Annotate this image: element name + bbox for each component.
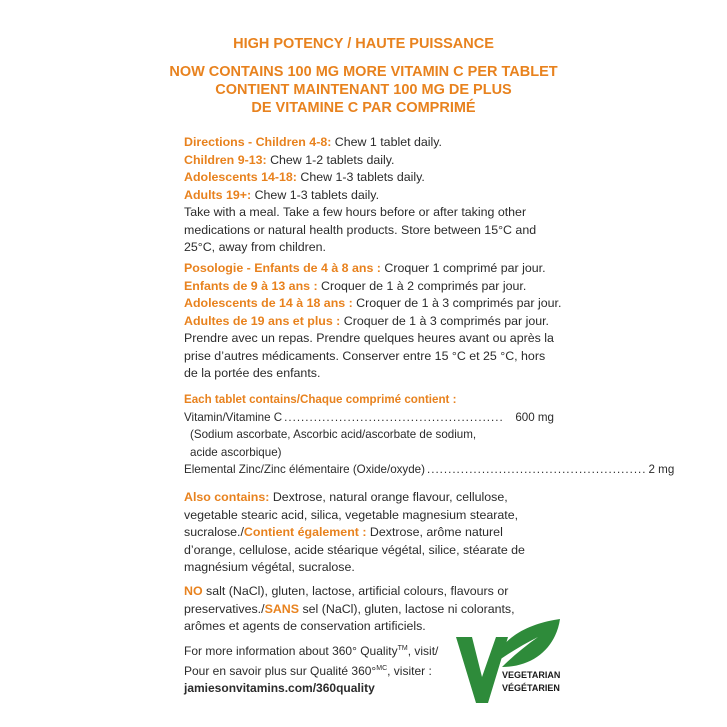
posologie-note: Prendre avec un repas. Prendre quelques heures avant ou après la prise d’autres médicaments. Conserver entre 15 °C et 25 °C, hors de la portée des enfants.	[184, 331, 554, 380]
vegetarian-en: VEGETARIAN	[502, 670, 561, 680]
directions-children-4-8-text: Chew 1 tablet daily.	[331, 135, 442, 149]
vegetarian-badge	[502, 669, 560, 695]
more-info-line1: For more information about 360° Quality	[184, 644, 398, 658]
vitamin-c-increase-fr-1: CONTIENT MAINTENANT 100 MG DE PLUS	[215, 82, 512, 98]
more-info-line1-end: , visit/	[407, 644, 439, 658]
posologie-adultes-label: Adultes de 19 ans et plus :	[184, 313, 341, 328]
also-contains-label-en: Also contains:	[184, 490, 270, 504]
zinc-row	[184, 461, 675, 479]
no-label-fr: SANS	[264, 601, 300, 616]
posologie-adultes-text: Croquer de 1 à 3 comprimés par jour.	[340, 313, 549, 328]
directions-adolescents-text: Chew 1-3 tablets daily.	[296, 170, 425, 184]
vitamin-c-increase-en: NOW CONTAINS 100 MG MORE VITAMIN C PER TABLET	[169, 64, 558, 80]
more-info-line2: Pour en savoir plus sur Qualité 360°	[184, 664, 377, 678]
also-contains-text-en: Dextrose, natural orange flavour, cellulose, vegetable stearic acid, silica, vegetable magnesium stearate, sucralose./	[184, 490, 519, 539]
each-tablet-heading: Each tablet contains/Chaque comprimé contient :	[184, 393, 457, 406]
trademark-sup: TM	[397, 645, 408, 652]
vitamin-c-leader-dots: ....................................................	[284, 410, 504, 424]
vitamin-c-row	[184, 409, 554, 427]
no-text-en: salt (NaCl), gluten, lactose, artificial colours, flavours or preservatives./	[184, 584, 509, 616]
vitamin-c-amount: 600 mg	[515, 410, 554, 424]
vegetarian-fr: VÉGÉTARIEN	[502, 683, 560, 693]
also-contains-section	[184, 489, 554, 577]
zinc-name: Elemental Zinc/Zinc élémentaire (Oxide/oxyde)	[184, 463, 425, 476]
posologie-adolescents-label: Adolescents de 14 à 18 ans :	[184, 296, 353, 310]
zinc-leader-dots: ....................................................	[427, 463, 647, 476]
vitamin-c-source-1: (Sodium ascorbate, Ascorbic acid/ascorbate de sodium,	[190, 428, 477, 441]
posologie-section	[184, 260, 562, 383]
mc-sup: MC	[376, 665, 388, 672]
posologie-enfants-4-8-text: Croquer 1 comprimé par jour.	[380, 261, 546, 275]
also-contains-label-fr: Contient également :	[243, 525, 367, 539]
directions-note: Take with a meal. Take a few hours before or after taking other medications or natural health products. Store between 15°C and 25°C, away from children.	[184, 205, 537, 254]
potency-heading: HIGH POTENCY / HAUTE PUISSANCE	[233, 36, 494, 52]
posologie-enfants-9-13-label: Enfants de 9 à 13 ans :	[184, 278, 318, 293]
vegetarian-leaf-icon	[452, 615, 562, 715]
vitamin-c-source-2: acide ascorbique)	[190, 445, 282, 459]
no-label-en: NO	[184, 584, 203, 598]
directions-adults-text: Chew 1-3 tablets daily.	[251, 187, 380, 202]
directions-adolescents-label: Adolescents 14-18:	[184, 170, 297, 184]
directions-adults-label: Adults 19+:	[184, 187, 252, 202]
directions-section	[184, 134, 554, 257]
also-contains-text-fr: Dextrose, arôme naturel d’orange, cellulose, acide stéarique végétal, silice, stéarate de magnésium végétal, sucralose.	[184, 525, 525, 574]
zinc-amount: 2 mg	[648, 463, 675, 476]
posologie-enfants-9-13-text: Croquer de 1 à 2 comprimés par jour.	[317, 278, 527, 293]
directions-children-9-13-text: Chew 1-2 tablets daily.	[266, 152, 395, 167]
posologie-adolescents-text: Croquer de 1 à 3 comprimés par jour.	[352, 296, 562, 310]
directions-children-4-8-label: Directions - Children 4-8:	[184, 135, 332, 149]
vitamin-c-name: Vitamin/Vitamine C	[184, 410, 283, 424]
no-text-fr: sel (NaCl), gluten, lactose ni colorants, arômes et agents de conservation artificiels.	[184, 601, 515, 633]
directions-children-9-13-label: Children 9-13:	[184, 152, 267, 167]
vitamin-c-increase-fr-2: DE VITAMINE C PAR COMPRIMÉ	[251, 100, 476, 116]
more-info-line2-end: , visiter :	[387, 664, 432, 678]
each-tablet-section	[184, 391, 675, 479]
posologie-enfants-4-8-label: Posologie - Enfants de 4 à 8 ans :	[184, 261, 381, 275]
more-info-url-link[interactable]: jamiesonvitamins.com/360quality	[184, 681, 375, 695]
